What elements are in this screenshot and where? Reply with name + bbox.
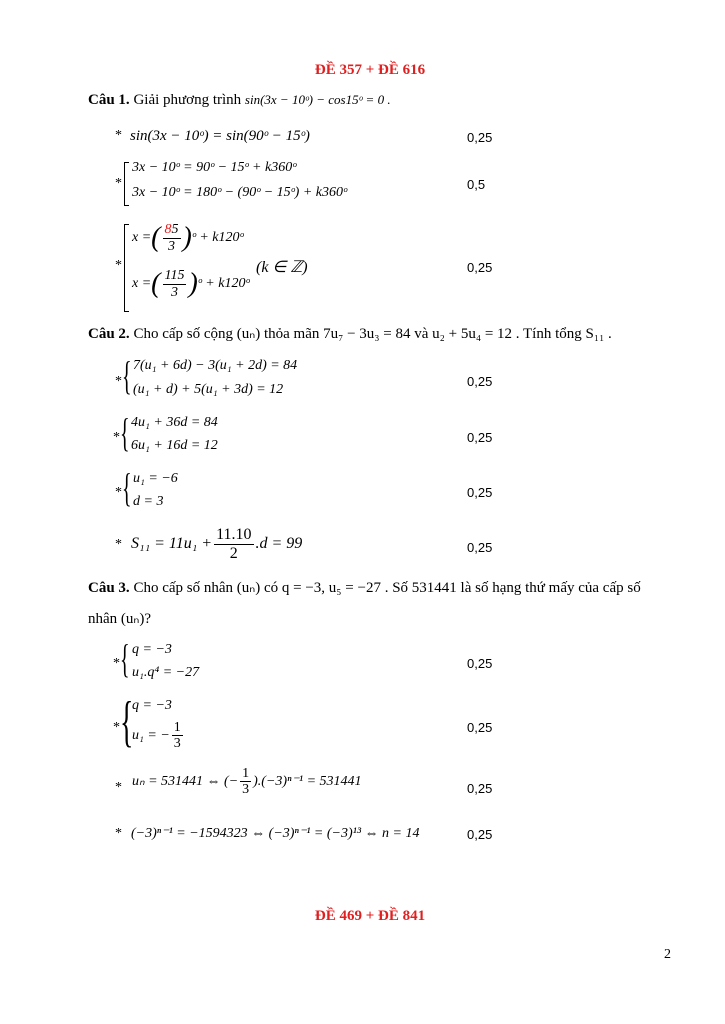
step-line: 7(u₁ + 6d) − 3(u₁ + 2d) = 84 (133, 358, 298, 373)
header-title: ĐỀ 357 + ĐỀ 616 (314, 62, 426, 78)
bracket (124, 162, 129, 206)
step-line: q = −3 (132, 642, 172, 657)
fraction: $\frac{115}{3}$ (164, 268, 185, 300)
bracket (124, 224, 129, 312)
score: 0,25 (467, 781, 493, 796)
fraction: $\frac{85}{3}$ (164, 222, 179, 254)
score: 0,25 (467, 656, 493, 671)
bullet: * (115, 176, 122, 191)
step: S₁₁ = 11u₁ + $\frac{11.10}{2}$ .d = 99 (131, 526, 303, 562)
question-3 (88, 578, 641, 597)
condition: (k ∈ ℤ) (256, 259, 308, 276)
score: 0,25 (467, 485, 493, 500)
step-line: u₁ = − $\frac{1}{3}$ (132, 720, 181, 752)
score: 0,5 (467, 177, 486, 192)
question-text: Cho cấp số nhân (uₙ) có q = −3, u₅ = −27 . Số 531441 là số hạng thứ mấy của cấp số (133, 580, 641, 596)
step-line: x =( $\frac{85}{3}$ )ᵒ + k120ᵒ (132, 222, 244, 254)
question-label: Câu 3. (88, 580, 130, 596)
bullet: * (115, 537, 122, 552)
step-line: u₁.q⁴ = −27 (132, 665, 200, 680)
brace: { (122, 465, 132, 510)
page-number: 2 (664, 947, 671, 962)
bullet: * (115, 374, 122, 389)
step-line: 6u₁ + 16d = 12 (131, 438, 218, 453)
brace: { (120, 410, 130, 455)
brace: { (120, 691, 134, 753)
bullet: * (115, 258, 122, 273)
score: 0,25 (467, 374, 493, 389)
score: 0,25 (467, 540, 493, 555)
bullet: * (115, 826, 122, 841)
brace: { (120, 636, 130, 681)
bullet: * (113, 656, 120, 671)
fraction: $\frac{1}{3}$ (173, 720, 181, 752)
fraction: $\frac{11.10}{2}$ (216, 526, 252, 562)
step-line: 4u₁ + 36d = 84 (131, 415, 218, 430)
question-text: Cho cấp số cộng (uₙ) thỏa mãn 7u₇ − 3u₃ = 84 và u₂ + 5u₄ = 12 . Tính tổng S₁₁ . (133, 326, 612, 342)
step-line: 3x − 10ᵒ = 90ᵒ − 15ᵒ + k360ᵒ (132, 160, 297, 175)
bullet: * (113, 430, 120, 445)
step: (−3)ⁿ⁻¹ = −1594323 ⇔ (−3)ⁿ⁻¹ = (−3)¹³ ⇔ n = 14 (131, 826, 420, 841)
step-line: d = 3 (133, 494, 164, 509)
question-expr: sin(3x − 10ᵒ) − cos15ᵒ = 0 . (244, 92, 391, 107)
footer-title: ĐỀ 469 + ĐỀ 841 (314, 908, 426, 924)
score: 0,25 (467, 130, 493, 145)
bullet: * (113, 720, 120, 735)
bullet: * (115, 780, 122, 795)
score: 0,25 (467, 720, 493, 735)
score: 0,25 (467, 430, 493, 445)
question-text: Giải phương trình (133, 92, 242, 108)
step-line: q = −3 (132, 698, 172, 713)
question-2 (88, 324, 612, 343)
step: uₙ = 531441 ⇔ (− $\frac{1}{3}$ ).(−3)ⁿ⁻¹ = 531441 (132, 766, 362, 798)
question-1 (88, 92, 391, 109)
bullet: * (115, 128, 122, 143)
step-line: (u₁ + d) + 5(u₁ + 3d) = 12 (133, 382, 284, 397)
score: 0,25 (467, 260, 493, 275)
bullet: * (115, 485, 122, 500)
fraction: $\frac{1}{3}$ (242, 766, 250, 798)
score: 0,25 (467, 827, 493, 842)
step-line: 3x − 10ᵒ = 180ᵒ − (90ᵒ − 15ᵒ) + k360ᵒ (132, 185, 347, 200)
step: sin(3x − 10ᵒ) = sin(90ᵒ − 15ᵒ) (130, 128, 310, 144)
brace: { (122, 353, 132, 398)
question-label: Câu 2. (88, 326, 130, 342)
step-line: u₁ = −6 (133, 471, 178, 486)
step-line: x =( $\frac{115}{3}$ )ᵒ + k120ᵒ (132, 268, 250, 300)
question-label: Câu 1. (88, 92, 130, 108)
question-text-cont: nhân (uₙ)? (88, 611, 152, 627)
